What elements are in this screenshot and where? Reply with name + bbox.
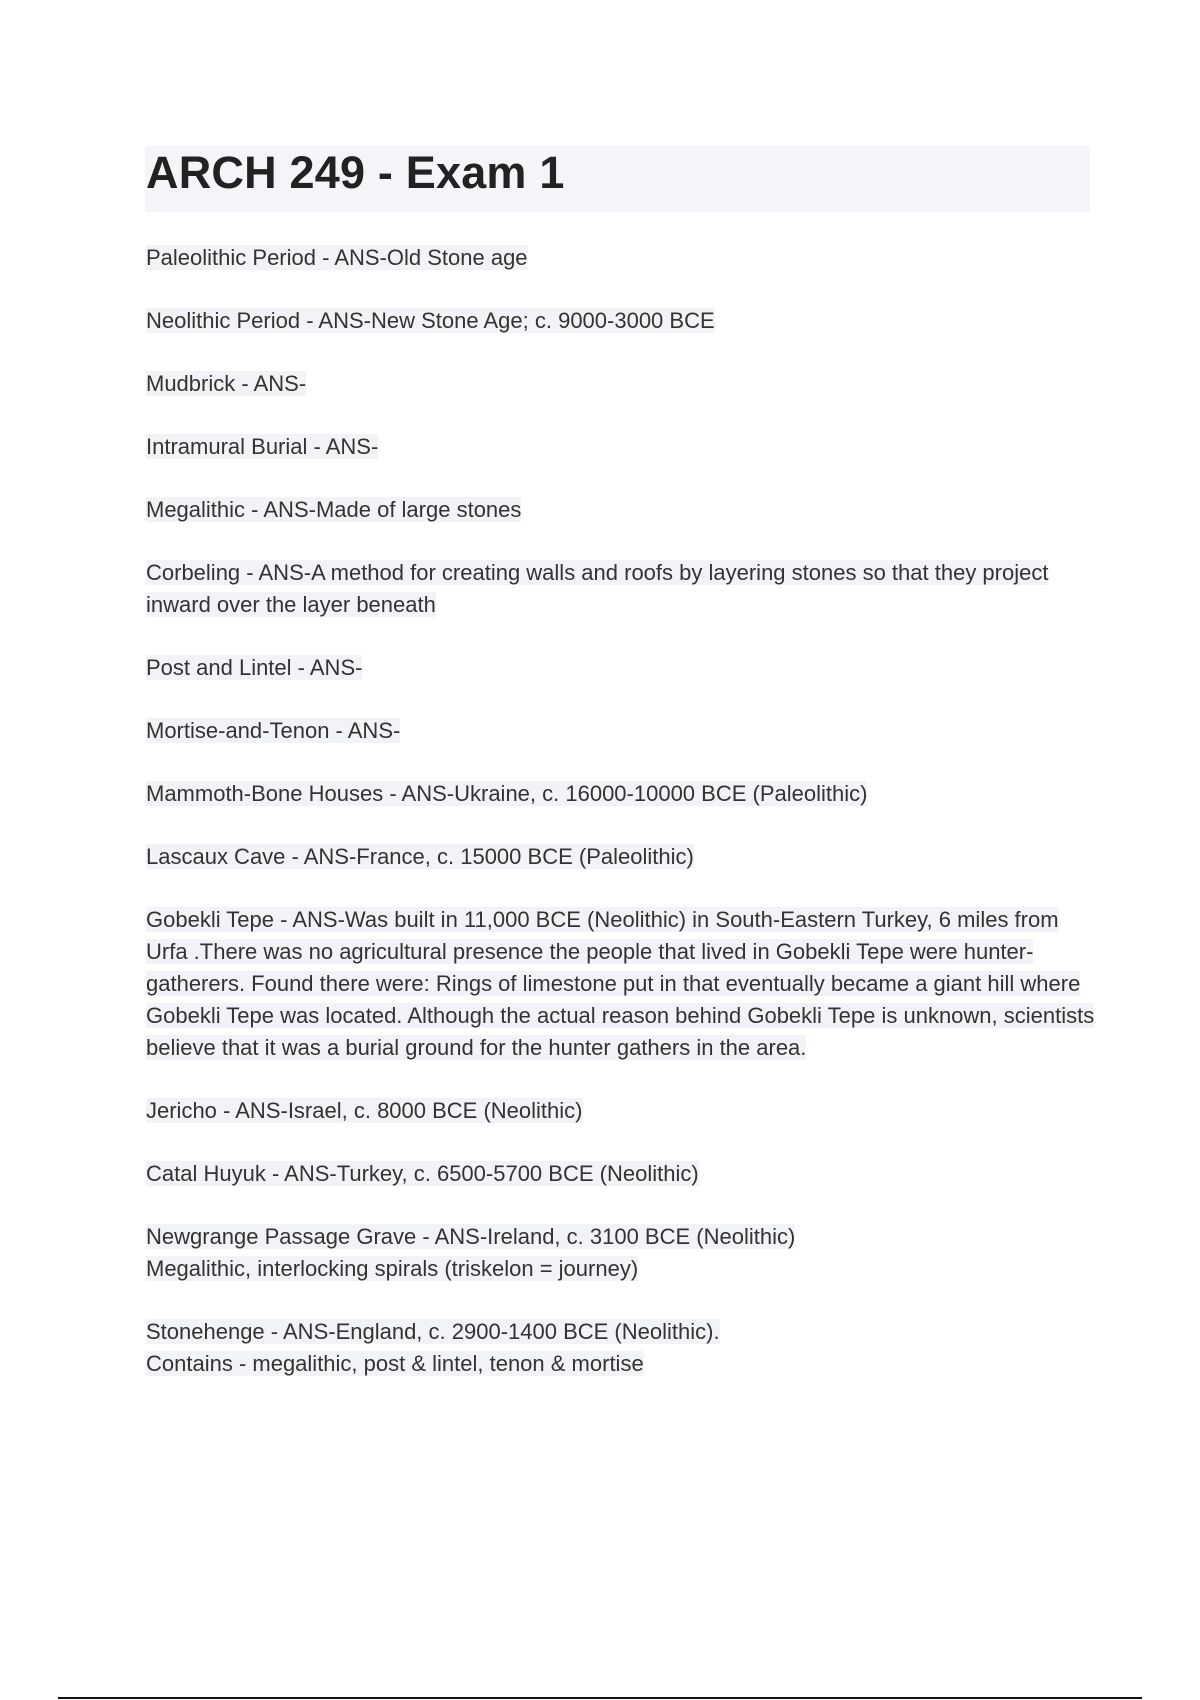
entry-text: Jericho - ANS-Israel, c. 8000 BCE (Neolithic) [146, 1098, 583, 1123]
flashcard-entry [146, 368, 1096, 400]
entry-text: Catal Huyuk - ANS-Turkey, c. 6500-5700 BCE (Neolithic) [146, 1161, 699, 1186]
entry-text: Gobekli Tepe - ANS-Was built in 11,000 BCE (Neolithic) in South-Eastern Turkey, 6 miles from Urfa .There was no agricultural presence the people that lived in Gobekli Tepe were hunter-gatherers. Found there were: Rings of limestone put in that eventually became a giant hill where Gobekli Tepe was located. Although the actual reason behind Gobekli Tepe is unknown, scientists believe that it was a burial ground for the hunter gathers in the area. [146, 907, 1095, 1060]
entry-text: Paleolithic Period - ANS-Old Stone age [146, 245, 528, 270]
entry-text: Mortise-and-Tenon - ANS- [146, 718, 401, 743]
footer-divider [58, 1697, 1142, 1699]
entry-text: Contains - megalithic, post & lintel, tenon & mortise [146, 1351, 644, 1376]
entry-text: Post and Lintel - ANS- [146, 655, 363, 680]
entry-text: Mammoth-Bone Houses - ANS-Ukraine, c. 16000-10000 BCE (Paleolithic) [146, 781, 868, 806]
flashcard-entry [146, 778, 1096, 810]
flashcard-entry [146, 1158, 1096, 1190]
flashcard-entry [146, 1316, 1096, 1380]
flashcard-entry [146, 557, 1096, 621]
entry-text: Intramural Burial - ANS- [146, 434, 379, 459]
entry-text: Neolithic Period - ANS-New Stone Age; c. 9000-3000 BCE [146, 308, 715, 333]
flashcard-entry [146, 904, 1096, 1064]
entry-text: Newgrange Passage Grave - ANS-Ireland, c. 3100 BCE (Neolithic) [146, 1224, 796, 1249]
page-title: ARCH 249 - Exam 1 [146, 147, 565, 198]
entry-text: Megalithic - ANS-Made of large stones [146, 497, 522, 522]
entry-text: Mudbrick - ANS- [146, 371, 307, 396]
entry-text: Stonehenge - ANS-England, c. 2900-1400 BCE (Neolithic). [146, 1319, 720, 1344]
flashcard-entry [146, 431, 1096, 463]
entry-text: Megalithic, interlocking spirals (triskelon = journey) [146, 1256, 639, 1281]
flashcard-entry [146, 1221, 1096, 1285]
flashcard-entry [146, 494, 1096, 526]
flashcard-entry [146, 1095, 1096, 1127]
flashcard-entry [146, 715, 1096, 747]
flashcard-entry [146, 841, 1096, 873]
entry-text: Corbeling - ANS-A method for creating walls and roofs by layering stones so that they project inward over the layer beneath [146, 560, 1049, 617]
flashcard-list [146, 242, 1096, 1411]
entry-text: Lascaux Cave - ANS-France, c. 15000 BCE (Paleolithic) [146, 844, 694, 869]
flashcard-entry [146, 652, 1096, 684]
flashcard-entry [146, 305, 1096, 337]
flashcard-entry [146, 242, 1096, 274]
